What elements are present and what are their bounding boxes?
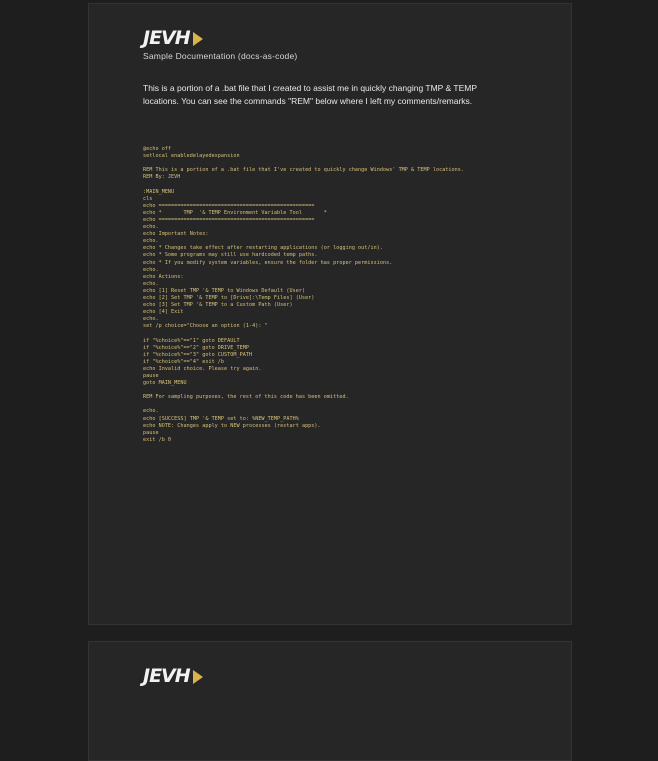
code-line: setlocal enabledelayedexpansion [143,153,240,160]
play-triangle-icon [193,670,203,684]
code-line: :MAIN_MENU [143,188,175,195]
code-line: echo. [143,224,159,231]
code-line [143,330,537,337]
code-line: echo [SUCCESS] TMP '& TEMP set to: %NEW_TEMP_PATH% [143,415,299,422]
code-line: echo [3] Set TMP '& TEMP to a Custom Path (User) [143,302,293,309]
page-2-content [89,642,571,686]
code-line: @echo off [143,146,172,152]
code-line: set /p choice="Choose an option (1-4): " [143,323,268,330]
code-line: echo [1] Reset TMP '& TEMP to Windows Default (User) [143,287,306,294]
code-line: echo. [143,408,159,415]
code-line: exit /b 0 [143,436,172,443]
code-line: echo. [143,280,159,287]
code-line: REM By: JEVH [143,174,181,181]
play-triangle-icon [193,32,203,46]
code-line: cls [143,195,153,202]
code-line: if "%choice%"=="2" goto DRIVE_TEMP [143,344,249,351]
code-line: echo NOTE: Changes apply to NEW processes (restart apps). [143,422,321,429]
code-line: echo [4] Exit [143,309,184,316]
brand-logo [143,26,537,48]
code-line: echo. [143,266,159,273]
code-line: echo * Some programs may still use hardcoded temp paths. [143,252,318,259]
code-line: echo. [143,238,159,245]
code-line: echo ================================================== [143,202,315,209]
code-line: if "%choice%"=="3" goto CUSTOM_PATH [143,351,253,358]
code-line: if "%choice%"=="1" goto DEFAULT [143,337,240,344]
code-line: echo Invalid choice. Please try again. [143,365,262,372]
logo-wordmark: JEVH [143,665,190,687]
code-line: echo Actions: [143,273,184,280]
document-intro-paragraph: This is a portion of a .bat file that I created to assist me in quickly changing TMP & TEMP locations. You can see the commands "REM" below where I left my comments/remarks. [143,83,477,106]
page-1-content [89,4,571,444]
code-line: goto MAIN_MENU [143,380,187,387]
code-line: echo Important Notes: [143,231,209,238]
code-line: REM This is a portion of a .bat file that I've created to quickly change Windows' TMP & TEMP locations. [143,167,465,174]
code-line: echo. [143,316,159,323]
logo-wordmark: JEVH [143,27,190,49]
document-subtitle: Sample Documentation (docs-as-code) [143,51,298,61]
code-line: echo [2] Set TMP '& TEMP to [Drive]:\Temp Files] (User) [143,294,315,301]
code-line: echo * TMP '& TEMP Environment Variable Tool * [143,209,327,216]
document-page-1 [88,3,572,625]
code-line: echo ================================================== [143,216,315,223]
code-line: REM For sampling purposes, the rest of this code has been omitted. [143,394,349,401]
code-line: echo * If you modify system variables, ensure the folder has proper permissions. [143,259,393,266]
code-line: echo * Changes take effect after restarting applications (or logging out/in). [143,245,383,252]
code-line [143,160,537,167]
code-line: pause [143,429,159,436]
code-line: if "%choice%"=="4" exit /b [143,358,225,365]
code-line [143,181,537,188]
code-block [143,146,537,444]
code-line [143,387,537,394]
code-line: pause [143,373,159,379]
document-page-2 [88,641,572,761]
brand-logo-page-2 [143,664,537,686]
code-line [143,401,537,408]
